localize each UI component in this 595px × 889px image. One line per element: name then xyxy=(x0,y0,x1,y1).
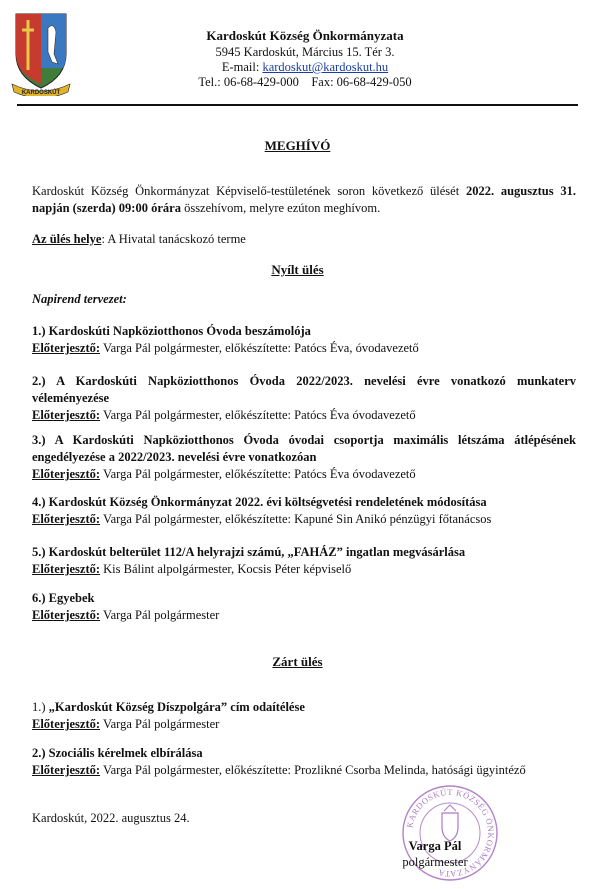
presenter-value: Varga Pál polgármester, előkészítette: Patócs Éva, óvodavezető xyxy=(102,341,419,355)
agenda-item xyxy=(32,699,576,733)
presenter-value: Varga Pál polgármester, előkészítette: Kapuné Sin Anikó pénzügyi főtanácsos xyxy=(102,512,492,526)
presenter-label: Előterjesztő: xyxy=(32,562,101,576)
item-number: 1.) xyxy=(32,700,46,714)
signer-role: polgármester xyxy=(402,855,468,869)
item-title: Kardoskút belterület 112/A helyrajzi számú, „FAHÁZ” ingatlan megvásárlása xyxy=(48,545,466,559)
org-phone-line xyxy=(150,74,460,90)
item-number: 6.) xyxy=(32,591,46,605)
intro-paragraph xyxy=(32,183,576,217)
fax-number: Fax: 06-68-429-050 xyxy=(311,75,412,89)
presenter-value: Kis Bálint alpolgármester, Kocsis Péter képviselő xyxy=(103,562,352,576)
agenda-item xyxy=(32,432,576,483)
agenda-item xyxy=(32,373,576,424)
intro-text-end: összehívom, melyre ezúton meghívom. xyxy=(184,201,381,215)
presenter-label: Előterjesztő: xyxy=(32,608,101,622)
venue-value: : A Hivatal tanácskozó terme xyxy=(101,232,246,246)
item-number: 1.) xyxy=(32,324,46,338)
presenter-value: Varga Pál polgármester xyxy=(102,608,220,622)
item-title: Kardoskúti Napköziotthonos Óvoda beszámolója xyxy=(48,324,311,338)
agenda-item xyxy=(32,323,576,357)
municipal-crest-logo xyxy=(10,8,72,96)
item-title: A Kardoskúti Napköziotthonos Óvoda 2022/2023. nevelési évre vonatkozó munkaterv véleményezése xyxy=(32,374,577,405)
item-number: 5.) xyxy=(32,545,46,559)
meeting-date: 2022. augusztus 31. napján (szerda) 09:00 órára xyxy=(32,184,576,215)
venue-label: Az ülés helye xyxy=(32,232,102,246)
presenter-label: Előterjesztő: xyxy=(32,717,101,731)
item-title: Szociális kérelmek elbírálása xyxy=(48,746,203,760)
place-and-date: Kardoskút, 2022. augusztus 24. xyxy=(32,811,190,825)
presenter-value: Varga Pál polgármester, előkészítette: Patócs Éva óvodavezető xyxy=(102,467,416,481)
stamp-text: KARDOSKÚT KÖZSÉG ÖNKORMÁNYZATA xyxy=(404,786,497,880)
closed-session-heading: Zárt ülés xyxy=(272,654,323,669)
open-session-heading: Nyílt ülés xyxy=(271,262,324,277)
item-number: 4.) xyxy=(32,495,46,509)
item-number: 2.) xyxy=(32,746,46,760)
agenda-item xyxy=(32,494,576,528)
presenter-label: Előterjesztő: xyxy=(32,467,101,481)
org-email-line xyxy=(150,59,460,75)
venue-line xyxy=(32,231,576,248)
presenter-label: Előterjesztő: xyxy=(32,512,101,526)
item-title: „Kardoskút Község Díszpolgára” cím odaítélése xyxy=(48,700,305,714)
document-title: MEGHÍVÓ xyxy=(264,138,331,153)
item-number: 3.) xyxy=(32,433,46,447)
email-link[interactable]: kardoskut@kardoskut.hu xyxy=(262,60,389,74)
item-title: Kardoskút Község Önkormányzat 2022. évi költségvetési rendeletének módosítása xyxy=(48,495,487,509)
presenter-label: Előterjesztő: xyxy=(32,341,101,355)
email-label: E-mail: xyxy=(221,60,260,74)
crest-banner-text: KARDOSKÚT xyxy=(21,90,61,96)
agenda-label: Napirend tervezet: xyxy=(32,292,127,306)
presenter-value: Varga Pál polgármester, előkészítette: Prozlikné Csorba Melinda, hatósági ügyintéző xyxy=(102,763,526,777)
agenda-item xyxy=(32,544,576,578)
org-name: Kardoskút Község Önkormányzata xyxy=(206,28,404,43)
item-title: A Kardoskúti Napköziotthonos Óvoda óvodai csoportja maximális létszáma átlépésének engedélyezése a 2022/2023. nevelési évre vonatkozóan xyxy=(32,433,577,464)
item-number: 2.) xyxy=(32,374,46,388)
header-divider xyxy=(17,104,578,106)
intro-text: Kardoskút Község Önkormányzat Képviselő-testületének soron következő ülését xyxy=(32,184,460,198)
presenter-label: Előterjesztő: xyxy=(32,408,101,422)
item-title: Egyebek xyxy=(48,591,95,605)
agenda-item xyxy=(32,745,576,779)
agenda-item xyxy=(32,590,576,624)
presenter-value: Varga Pál polgármester xyxy=(102,717,220,731)
presenter-value: Varga Pál polgármester, előkészítette: Patócs Éva óvodavezető xyxy=(102,408,416,422)
presenter-label: Előterjesztő: xyxy=(32,763,101,777)
signer-name: Varga Pál xyxy=(408,839,462,853)
org-address: 5945 Kardoskút, Március 15. Tér 3. xyxy=(215,45,395,59)
phone-number: Tel.: 06-68-429-000 xyxy=(198,75,299,89)
